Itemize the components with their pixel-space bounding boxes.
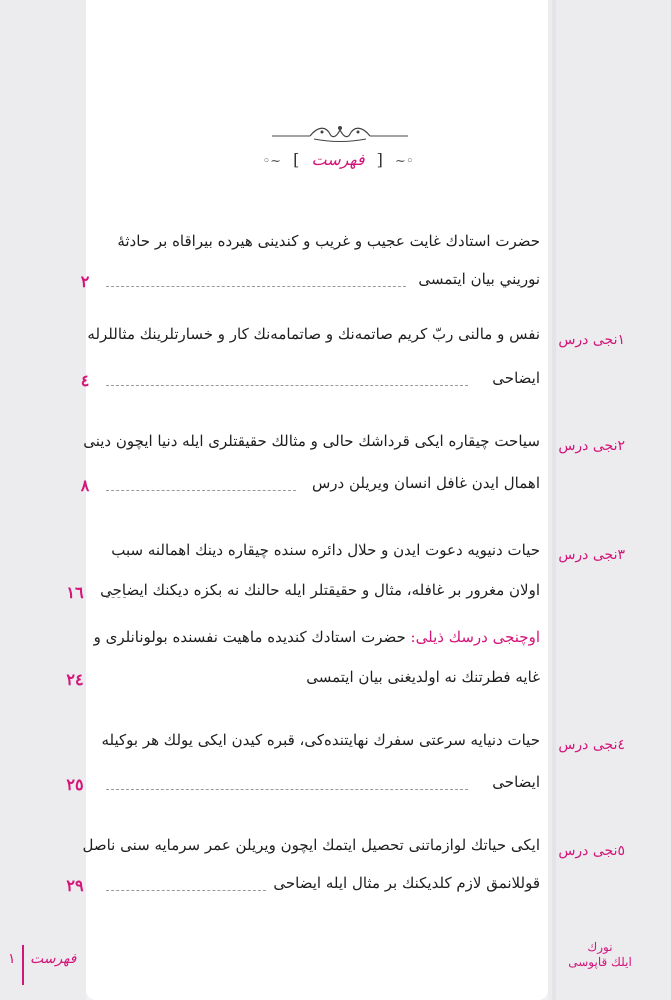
toc-entry[interactable] — [66, 541, 540, 602]
left-gutter — [0, 0, 86, 1000]
footer-divider — [22, 945, 24, 985]
entry-line: غايه فطرتنك نه اولديغنى بيان ايتمسى — [306, 668, 540, 686]
leader-dots — [106, 597, 126, 598]
footer-left — [0, 945, 80, 975]
footer-book-title — [560, 940, 640, 970]
lesson-label: ١نجى درس — [558, 332, 625, 348]
page-number: ٨ — [80, 476, 90, 495]
toc-entry[interactable] — [80, 325, 540, 390]
entry-line: ايكى حياتك لوازماتنى تحصيل ايتمك ايچون ويريلن عمر سرمايه سنى ناصل — [82, 836, 540, 854]
entry-line: نوريني بيان ايتمسى — [418, 270, 540, 288]
toc-title-row — [238, 150, 438, 176]
toc-entry[interactable] — [80, 232, 540, 292]
bracket-close: ] — [293, 150, 300, 169]
entry-line: سياحت چيقاره ايكى قرداشك حالى و مثالك حقيقتلرى ايله دنيا ايچون دينى — [83, 432, 540, 450]
entry-line: قوللانمق لازم كلديكنك بر مثال ايله ايضاحى — [273, 874, 540, 892]
toc-entry[interactable] — [66, 731, 540, 794]
swirl-left-icon: ~◦ — [262, 154, 282, 169]
entry-text: حضرت استادك كنديده ماهيت نفسنده بولونانلرى و — [93, 628, 406, 646]
toc-entry-appendix[interactable] — [66, 628, 540, 689]
lesson-label: ٥نجى درس — [558, 843, 625, 859]
leader-dots — [106, 890, 266, 891]
toc-entry[interactable] — [80, 432, 540, 495]
page-title: فهرست — [311, 150, 365, 169]
page-number: ٢ — [80, 272, 90, 291]
footer-section-title: فهرست — [30, 951, 77, 967]
lesson-label: ٣نجى درس — [558, 547, 625, 563]
leader-dots — [106, 789, 468, 790]
lesson-label: ٤نجى درس — [558, 737, 625, 753]
leader-dots — [106, 490, 296, 491]
page-number: ٤ — [80, 371, 90, 390]
page-number: ٢٥ — [66, 775, 84, 794]
appendix-label: اوچنجى درسك ذيلى: — [410, 628, 540, 646]
entry-line: ايضاحى — [492, 369, 540, 387]
ornament-icon — [270, 122, 410, 144]
leader-dots — [106, 385, 468, 386]
toc-entry[interactable] — [66, 836, 540, 896]
entry-line: نفس و مالنى ربّ كريم صاتمه‌نك و صاتمامه‌نك كار و خسارتلرينك مثاللرله — [87, 325, 540, 343]
entry-line: حيات دنيايه سرعتى سفرك نهايتنده‌كى، قبره كيدن ايكى يولك هر بوكيله — [101, 731, 540, 749]
book-title-line-2: ايلك قاپوسى — [568, 955, 632, 969]
leader-dots — [106, 286, 406, 287]
page-number: ٢٩ — [66, 876, 84, 895]
page-number: ١٦ — [66, 583, 84, 602]
entry-line: حضرت استادك غايت عجيب و غريب و كندينى هيرده بيراقاه بر حادثهٔ — [117, 232, 540, 250]
lesson-label: ٢نجى درس — [558, 438, 625, 454]
entry-line — [94, 628, 540, 646]
footer-page-number: ١ — [8, 951, 16, 967]
entry-line: اهمال ايدن غافل انسان ويريلن درس — [311, 474, 540, 492]
entry-line: حيات دنيويه دعوت ايدن و حلال دائره سنده چيقاره دينك اهمالنه سبب — [111, 541, 540, 559]
entry-line: اولان مغرور بر غافله، مثال و حقيقتلر ايله حالنك نه بكزه ديكنك ايضاحى — [100, 581, 540, 599]
page-number: ٢٤ — [66, 670, 84, 689]
bracket-open: [ — [376, 150, 383, 169]
book-title-line-1: نورك — [587, 940, 613, 954]
entry-line: ايضاحى — [492, 773, 540, 791]
swirl-right-icon: ◦~ — [394, 154, 414, 169]
